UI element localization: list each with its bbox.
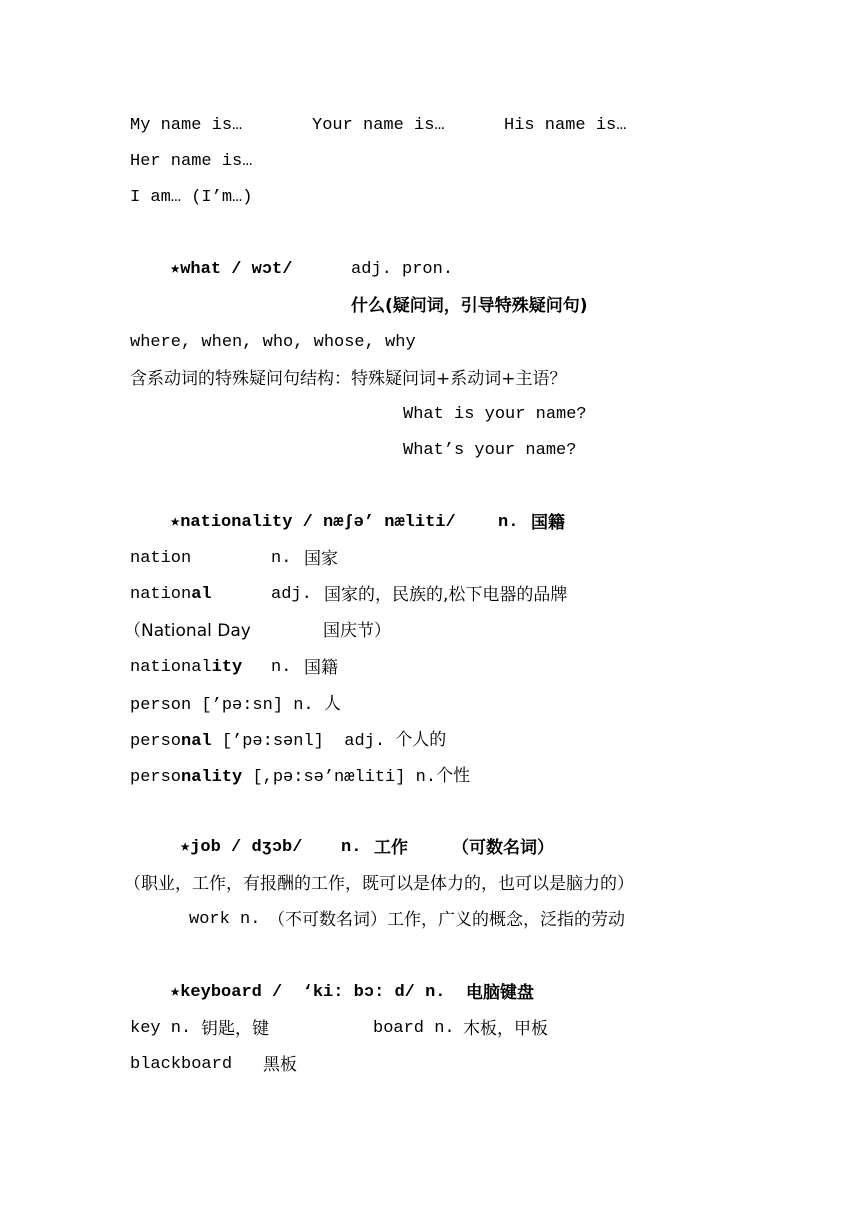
work-explanation: （不可数名词）工作，广义的概念，泛指的劳动 <box>268 910 625 930</box>
phrase-i-am: I am… (I’m…) <box>130 188 253 207</box>
word-nationality <box>130 657 242 679</box>
word-personal <box>130 729 446 751</box>
word-nation: nation <box>130 549 192 568</box>
national-day-zh: 国庆节） <box>323 621 391 641</box>
word-nationality-pos: n. <box>271 658 292 677</box>
person-text: person [’pə:sn] n. <box>130 696 314 715</box>
word-key-meaning: 钥匙，键 <box>201 1019 269 1039</box>
word-work: work n. <box>189 910 261 929</box>
word-nation-meaning: 国家 <box>304 549 338 569</box>
word-person <box>130 693 341 715</box>
suffix: nality <box>181 768 243 787</box>
stem: perso <box>130 768 182 787</box>
stem: perso <box>130 732 182 751</box>
meaning: 个性 <box>436 766 471 786</box>
keyboard-heading: ★keyboard / ‘ki: bɔ: d/ n. <box>170 983 446 1002</box>
word-board-meaning: 木板，甲板 <box>463 1019 548 1039</box>
example-sentence-1: What is your name? <box>403 405 587 424</box>
word-nationality-meaning: 国籍 <box>304 658 338 678</box>
phrase-your-name: Your name is… <box>312 116 445 135</box>
word-nation-pos: n. <box>271 549 292 568</box>
word-national-meaning: 国家的，民族的,松下电器的品牌 <box>324 585 568 605</box>
phrase-her-name: Her name is… <box>130 152 253 171</box>
job-meaning: 工作 <box>374 838 408 858</box>
word-personality <box>130 765 470 787</box>
keyboard-meaning: 电脑键盘 <box>466 983 534 1003</box>
structure-note: 含系动词的特殊疑问句结构：特殊疑问词+系动词+主语？ <box>130 369 567 389</box>
job-heading: ★job / dʒɔb/ <box>180 838 303 857</box>
what-pos: adj. pron. <box>351 260 454 279</box>
phonetic: [,pə:sə’næliti] n. <box>252 768 437 787</box>
phrase-my-name: My name is… <box>130 116 243 135</box>
what-heading: ★what / wɔt/ <box>170 260 293 279</box>
national-day-en: （National Day <box>124 621 251 641</box>
phrase-his-name: His name is… <box>504 116 627 135</box>
word-blackboard: blackboard <box>130 1055 233 1074</box>
stem: national <box>130 658 212 677</box>
job-note: （可数名词） <box>452 838 554 858</box>
word-board: board n. <box>373 1019 455 1038</box>
person-meaning: 人 <box>323 694 341 714</box>
phonetic: [’pə:sənl] <box>221 732 324 751</box>
suffix: al <box>191 585 212 604</box>
job-pos: n. <box>341 838 362 857</box>
word-national <box>130 584 212 606</box>
word-key: key n. <box>130 1019 192 1038</box>
nationality-pos: n. <box>498 513 519 532</box>
pos: adj. <box>344 732 386 751</box>
nationality-meaning: 国籍 <box>531 513 565 533</box>
example-sentence-2: What’s your name? <box>403 441 577 460</box>
word-blackboard-meaning: 黑板 <box>263 1055 297 1075</box>
question-word-list: where, when, who, whose, why <box>130 333 416 352</box>
meaning: 个人的 <box>395 730 447 750</box>
suffix: ity <box>211 658 243 677</box>
job-explanation: （职业，工作，有报酬的工作，既可以是体力的，也可以是脑力的） <box>124 874 634 894</box>
nationality-heading: ★nationality / næʃə’ næliti/ <box>170 513 456 532</box>
suffix: nal <box>181 732 212 751</box>
what-meaning: 什么(疑问词，引导特殊疑问句) <box>351 296 588 316</box>
stem: nation <box>130 585 192 604</box>
word-national-pos: adj. <box>271 585 312 604</box>
